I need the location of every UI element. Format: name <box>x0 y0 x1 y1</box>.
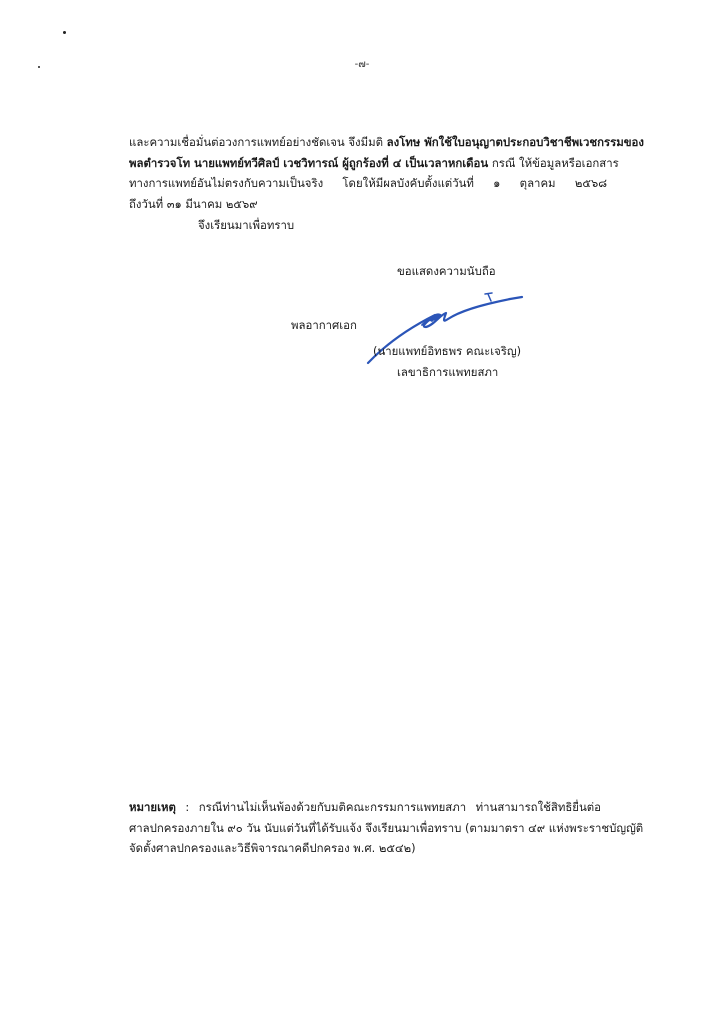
paragraph-line-1: และความเชื่อมั่นต่อวงการแพทย์อย่างชัดเจน จึงมีมติ ลงโทษ พักใช้ใบอนุญาตประกอบวิชาชีพเวชกรรมของ <box>129 135 644 149</box>
paragraph-line-3: ทางการแพทย์อันไม่ตรงกับความเป็นจริง โดยให้มีผลบังคับตั้งแต่วันที่ ๑ ตุลาคม ๒๕๖๘ <box>129 176 607 190</box>
paragraph-line-4: ถึงวันที่ ๓๑ มีนาคม ๒๕๖๙ <box>129 196 258 211</box>
signer-name: (นายแพทย์อิทธพร คณะเจริญ) <box>373 344 522 358</box>
paragraph-line-2: พลตำรวจโท นายแพทย์ทวีศิลป์ เวชวิทารณ์ ผู้ถูกร้องที่ ๔ เป็นเวลาหกเดือน กรณี ให้ข้อมูลหรือเอกสาร <box>129 155 619 170</box>
remark-paragraph <box>129 797 644 859</box>
remark-line-2: ศาลปกครองภายใน ๙๐ วัน นับแต่วันที่ได้รับแจ้ง จึงเรียนมาเพื่อทราบ (ตามมาตรา ๔๙ แห่งพระราชบัญญัติ <box>129 820 644 835</box>
remark-label: หมายเหตุ <box>129 800 176 814</box>
closing-line: จึงเรียนมาเพื่อทราบ <box>198 218 295 232</box>
scan-speck <box>63 31 66 34</box>
regards-line: ขอแสดงความนับถือ <box>397 264 496 278</box>
accused-emphasis: พลตำรวจโท นายแพทย์ทวีศิลป์ เวชวิทารณ์ ผู้ถูกร้องที่ ๔ เป็นเวลาหกเดือน <box>129 155 489 170</box>
signer-rank: พลอากาศเอก <box>291 318 357 332</box>
decision-emphasis: ลงโทษ พักใช้ใบอนุญาตประกอบวิชาชีพเวชกรรมของ <box>386 135 644 149</box>
remark-line-3: จัดตั้งศาลปกครองและวิธีพิจารณาคดีปกครอง พ.ศ. ๒๕๔๒) <box>129 841 416 855</box>
decision-paragraph <box>129 132 644 214</box>
page-number: -๗- <box>354 59 370 70</box>
signer-position: เลขาธิการแพทยสภา <box>397 365 499 379</box>
remark-line-1: หมายเหตุ : กรณีท่านไม่เห็นพ้องด้วยกับมติคณะกรรมการแพทยสภา ท่านสามารถใช้สิทธิยื่นต่อ <box>129 800 601 814</box>
